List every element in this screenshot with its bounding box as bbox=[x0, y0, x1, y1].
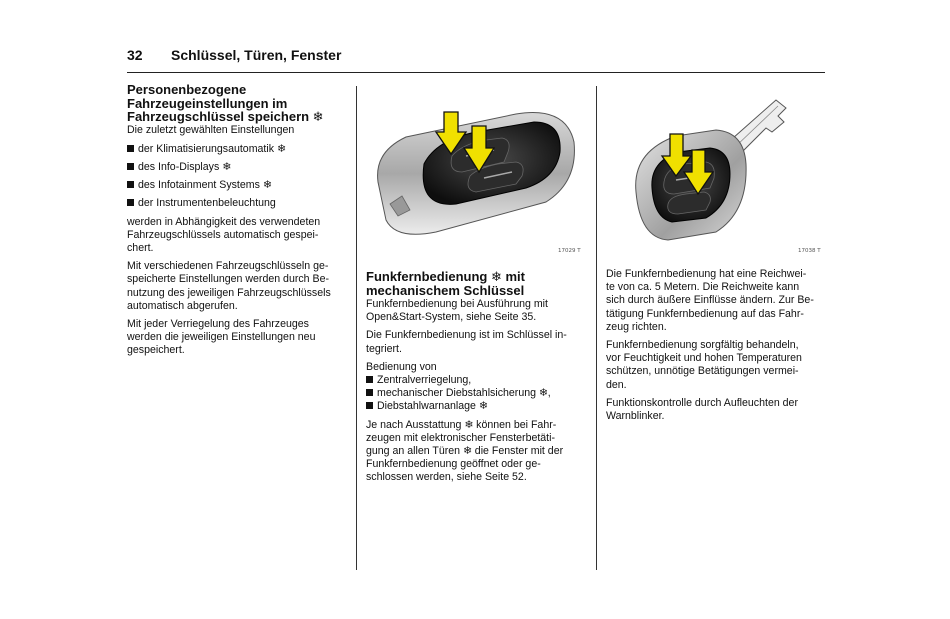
operation-intro: Bedienung von bbox=[366, 360, 437, 373]
paragraph: Die Funkfernbedienung hat eine Reichwei- te von ca. 5 Metern. Die Reichweite kann sich durch äußere Einflüsse ändern. Zur Be- tätigung Funkfernbedienung auf das Fahr- zeug richten. bbox=[606, 268, 814, 333]
list-item: der Klimatisierungsautomatik ❄ bbox=[127, 143, 347, 156]
intro-text: Die zuletzt gewählten Einstellungen bbox=[127, 123, 295, 136]
chapter-title: Schlüssel, Türen, Fenster bbox=[171, 47, 342, 63]
figure-key-with-blade bbox=[606, 92, 826, 262]
column-divider-right bbox=[596, 86, 597, 570]
list-item: mechanischer Diebstahlsicherung ❄, bbox=[366, 387, 584, 400]
paragraph: Funktionskontrolle durch Aufleuchten der Warnblinker. bbox=[606, 396, 798, 423]
bullet-square-icon bbox=[366, 389, 373, 396]
header-rule bbox=[127, 72, 825, 73]
list-item: Diebstahlwarnanlage ❄ bbox=[366, 400, 584, 413]
section-personal-settings bbox=[127, 83, 347, 363]
paragraph: Je nach Ausstattung ❄ können bei Fahr- zeugen mit elektronischer Fensterbetäti- gung an allen Türen ❄ die Fenster mit der Funkfernbedienung geöffnet oder ge- schlossen werden, siehe Seite 52. bbox=[366, 418, 564, 484]
key-with-blade-illustration bbox=[606, 92, 826, 262]
list-item: des Infotainment Systems ❄ bbox=[127, 179, 347, 192]
figure-code: 17029 T bbox=[558, 248, 581, 254]
paragraph: Mit jeder Verriegelung des Fahrzeuges werden die jeweiligen Einstellungen neu gespeichert. bbox=[127, 317, 316, 357]
paragraph: werden in Abhängigkeit des verwendeten Fahrzeugschlüssels automatisch gespei- chert. bbox=[127, 215, 321, 254]
paragraph: Die Funkfernbedienung ist im Schlüssel in- tegriert. bbox=[366, 329, 567, 355]
page-number: 32 bbox=[127, 47, 143, 63]
bullet-square-icon bbox=[127, 163, 134, 170]
page-header bbox=[127, 47, 825, 74]
paragraph: Funkfernbedienung sorgfältig behandeln, vor Feuchtigkeit und hohen Temperaturen schützen, unnötige Betätigungen vermei- den. bbox=[606, 339, 802, 391]
paragraph: Mit verschiedenen Fahrzeugschlüsseln ge- speicherte Einstellungen werden durch Be- nutzung des jeweiligen Fahrzeugschlüssels automatisch abgerufen. bbox=[127, 260, 331, 312]
list-item: Zentralverriegelung, bbox=[366, 374, 584, 387]
paragraph: Funkfernbedienung bei Ausführung mit Open&Start-System, siehe Seite 35. bbox=[366, 298, 548, 324]
list-item: der Instrumentenbeleuchtung bbox=[127, 197, 347, 210]
bullet-square-icon bbox=[366, 376, 373, 383]
section-remote-range bbox=[606, 268, 826, 428]
bullet-square-icon bbox=[127, 181, 134, 188]
bullet-square-icon bbox=[127, 199, 134, 206]
bullet-square-icon bbox=[366, 402, 373, 409]
figure-key-fob bbox=[366, 92, 586, 262]
section-remote-control bbox=[366, 270, 584, 490]
bullet-square-icon bbox=[127, 145, 134, 152]
figure-code: 17038 T bbox=[798, 248, 821, 254]
column-divider-left bbox=[356, 86, 357, 570]
list-item: des Info-Displays ❄ bbox=[127, 161, 347, 174]
key-fob-illustration bbox=[366, 92, 586, 262]
section-heading: Funkfernbedienung ❄ mit mechanischem Schlüssel bbox=[366, 269, 525, 298]
section-heading: Personenbezogene Fahrzeugeinstellungen im Fahrzeugschlüssel speichern ❄ bbox=[127, 82, 324, 124]
